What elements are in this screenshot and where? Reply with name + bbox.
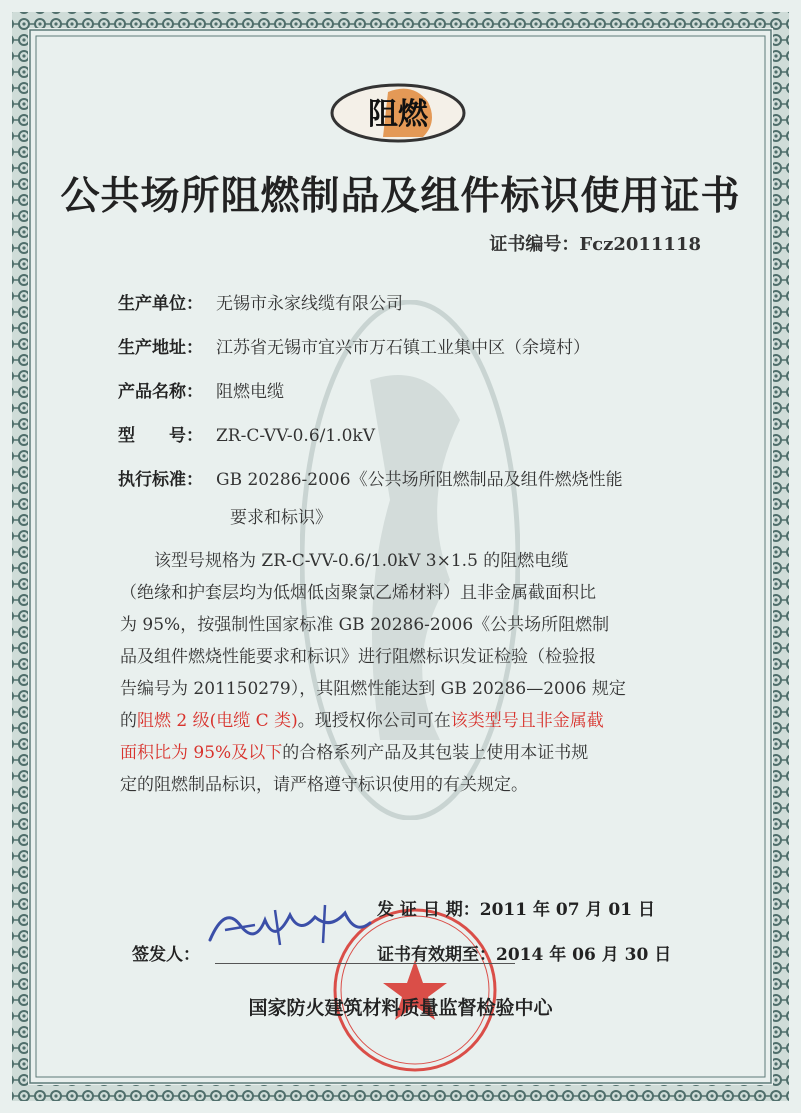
body-line <box>120 737 720 769</box>
field-label: 生产单位： <box>118 294 203 314</box>
body-text: 。现授权你公司可在 <box>297 711 451 731</box>
field-label: 型 号： <box>118 426 203 446</box>
field-value: ZR-C-VV-0.6/1.0kV <box>216 426 375 446</box>
certificate-body <box>120 545 720 801</box>
grade-highlight: 阻燃 2 级(电缆 C 类) <box>137 711 298 731</box>
body-line: 定的阻燃制品标识，请严格遵守标识使用的有关规定。 <box>120 775 528 795</box>
handwritten-signature <box>205 895 375 955</box>
scope-highlight: 面积比为 95%及以下 <box>120 743 283 763</box>
expiry-date <box>377 940 671 965</box>
signer-label: 签发人： <box>132 945 200 965</box>
cert-number-value: Fcz2011118 <box>579 234 701 255</box>
flame-retardant-logo <box>328 82 468 144</box>
certificate-title: 公共场所阻燃制品及组件标识使用证书 <box>60 174 741 219</box>
body-text: 的 <box>120 711 137 731</box>
cert-number-label: 证书编号： <box>489 234 580 255</box>
field-value: GB 20286-2006《公共场所阻燃制品及组件燃烧性能 <box>216 470 623 490</box>
field-label: 产品名称： <box>118 382 203 402</box>
body-line: 该型号规格为 ZR-C-VV-0.6/1.0kV 3×1.5 的阻燃电缆 <box>120 551 569 571</box>
issuing-authority: 国家防火建筑材料质量监督检验中心 <box>248 997 553 1019</box>
field-standard <box>118 465 623 490</box>
body-line: （绝缘和护套层均为低烟低卤聚氯乙烯材料）且非金属截面积比 <box>120 583 596 603</box>
field-label: 执行标准： <box>118 470 203 490</box>
expiry-date-value: 2014 年 06 月 30 日 <box>496 945 672 965</box>
body-line: 为 95%，按强制性国家标准 GB 20286-2006《公共场所阻燃制 <box>120 615 610 635</box>
field-label: 生产地址： <box>118 338 203 358</box>
expiry-date-label: 证书有效期至： <box>377 945 496 965</box>
issue-date-label: 发 证 日 期： <box>377 900 480 920</box>
body-line: 告编号为 201150279），其阻燃性能达到 GB 20286—2006 规定 <box>120 679 626 699</box>
field-standard-continued: 要求和标识》 <box>230 508 332 528</box>
field-model <box>118 421 375 446</box>
body-line: 品及组件燃烧性能要求和标识》进行阻燃标识发证检验（检验报 <box>120 647 596 667</box>
field-manufacturer <box>118 289 403 314</box>
body-text: 的合格系列产品及其包装上使用本证书规 <box>282 743 589 763</box>
issue-date <box>377 895 655 920</box>
field-address <box>118 333 590 358</box>
issue-date-value: 2011 年 07 月 01 日 <box>479 900 655 920</box>
logo-text: 阻燃 <box>368 97 428 132</box>
field-value: 江苏省无锡市宜兴市万石镇工业集中区（余境村） <box>216 338 590 358</box>
field-product-name <box>118 377 284 402</box>
body-line <box>120 705 720 737</box>
field-value: 阻燃电缆 <box>216 382 284 402</box>
scope-highlight: 该类型号且非金属截 <box>450 711 604 731</box>
field-value: 无锡市永家线缆有限公司 <box>216 294 403 314</box>
certificate-number <box>489 230 701 256</box>
